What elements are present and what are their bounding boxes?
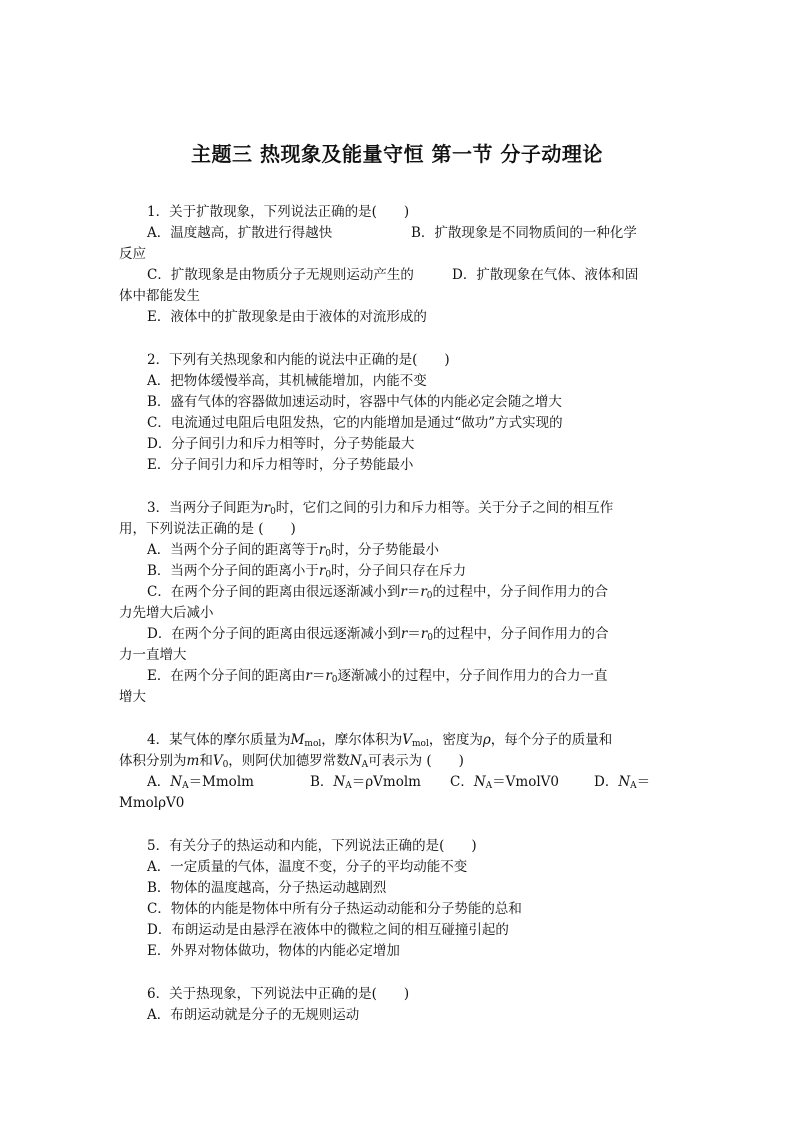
- question-3-option-d-cont: 力一直增大: [119, 647, 187, 663]
- page-title: 主题三 热现象及能量守恒 第一节 分子动理论: [191, 142, 603, 166]
- question-list: [119, 202, 679, 1048]
- question-1-option-d-cont: 体中都能发生: [119, 288, 200, 304]
- question-6: [119, 984, 679, 1026]
- question-4-option-d-cont: MmolρV0: [119, 795, 185, 811]
- question-5-option-a: A．一定质量的气体，温度不变，分子的平均动能不变: [147, 859, 468, 875]
- question-5-option-e: E．外界对物体做功，物体的内能必定增加: [147, 943, 400, 959]
- question-3: [119, 498, 679, 708]
- question-1-stem: 1．关于扩散现象，下列说法正确的是( ): [147, 204, 410, 220]
- question-1-row-cd: [119, 265, 679, 286]
- question-6-stem: 6．关于热现象，下列说法中正确的是( ): [147, 986, 410, 1002]
- question-4-option-c: C．$N_A=VmolV0$: [450, 774, 559, 791]
- question-1-row-ab: [119, 223, 679, 244]
- question-5-option-c: C．物体的内能是物体中所有分子热运动动能和分子势能的总和: [147, 901, 522, 917]
- question-2-option-e: E．分子间引力和斥力相等时，分子势能最小: [147, 457, 414, 473]
- question-2-option-d: D．分子间引力和斥力相等时，分子势能最大: [147, 436, 415, 452]
- question-5-option-d: D．布朗运动是由悬浮在液体中的微粒之间的相互碰撞引起的: [147, 922, 509, 938]
- question-1-option-b-cont: 反应: [119, 246, 146, 262]
- question-2: [119, 350, 679, 476]
- question-1-option-b: B．扩散现象是不同物质间的一种化学: [411, 225, 637, 241]
- question-3-stem-cont: 用，下列说法正确的是 ( ): [119, 521, 296, 537]
- question-4-options-row: [119, 772, 679, 793]
- question-3-option-e: E．在两个分子间的距离由$r=r_0$逐渐减小的过程中，分子间作用力的合力一直: [147, 668, 608, 685]
- question-1-option-d: D．扩散现象在气体、液体和固: [452, 267, 639, 283]
- question-2-stem: 2．下列有关热现象和内能的说法中正确的是( ): [147, 352, 450, 368]
- question-2-option-b: B．盛有气体的容器做加速运动时，容器中气体的内能必定会随之增大: [147, 394, 562, 410]
- question-1: [119, 202, 679, 328]
- question-1-option-e: E．液体中的扩散现象是由于液体的对流形成的: [147, 309, 427, 325]
- question-3-option-c-cont: 力先增大后减小: [119, 605, 214, 621]
- question-2-option-a: A．把物体缓慢举高，其机械能增加，内能不变: [147, 373, 427, 389]
- question-4-stem-cont: 体积分别为m和$V_0$，则阿伏加德罗常数$N_A$可表示为 ( ): [119, 753, 464, 770]
- question-1-option-c: C．扩散现象是由物质分子无规则运动产生的: [147, 267, 414, 283]
- question-1-option-a: A．温度越高，扩散进行得越快: [147, 225, 333, 241]
- question-5-option-b: B．物体的温度越高，分子热运动越剧烈: [147, 880, 387, 896]
- question-4-option-b: B．$N_A=\rho Vmolm$: [310, 774, 421, 791]
- question-5: [119, 836, 679, 962]
- question-6-option-a: A．布朗运动就是分子的无规则运动: [147, 1007, 360, 1023]
- question-4: [119, 730, 679, 814]
- question-3-option-a: A．当两个分子间的距离等于$r_0$时，分子势能最小: [147, 542, 439, 559]
- question-2-option-c: C．电流通过电阻后电阻发热，它的内能增加是通过“做功”方式实现的: [147, 415, 563, 431]
- question-4-stem: 4．某气体的摩尔质量为$M_{mol}$，摩尔体积为$V_{mol}$，密度为ρ，每个分子的质量和: [147, 732, 613, 749]
- question-4-option-d: D．$N_A=$: [594, 774, 651, 791]
- question-3-stem: 3．当两分子间距为$r_0$时，它们之间的引力和斥力相等。关于分子之间的相互作: [147, 500, 614, 517]
- question-5-stem: 5．有关分子的热运动和内能，下列说法正确的是( ): [147, 838, 477, 854]
- question-4-option-a: A．$N_A=Mmolm$: [147, 774, 254, 791]
- question-3-option-e-cont: 增大: [119, 689, 146, 705]
- question-3-option-b: B．当两个分子间的距离小于$r_0$时，分子间只存在斥力: [147, 563, 467, 580]
- question-3-option-d: D．在两个分子间的距离由很远逐渐减小到$r=r_0$的过程中，分子间作用力的合: [147, 626, 609, 643]
- question-3-option-c: C．在两个分子间的距离由很远逐渐减小到$r=r_0$的过程中，分子间作用力的合: [147, 584, 609, 601]
